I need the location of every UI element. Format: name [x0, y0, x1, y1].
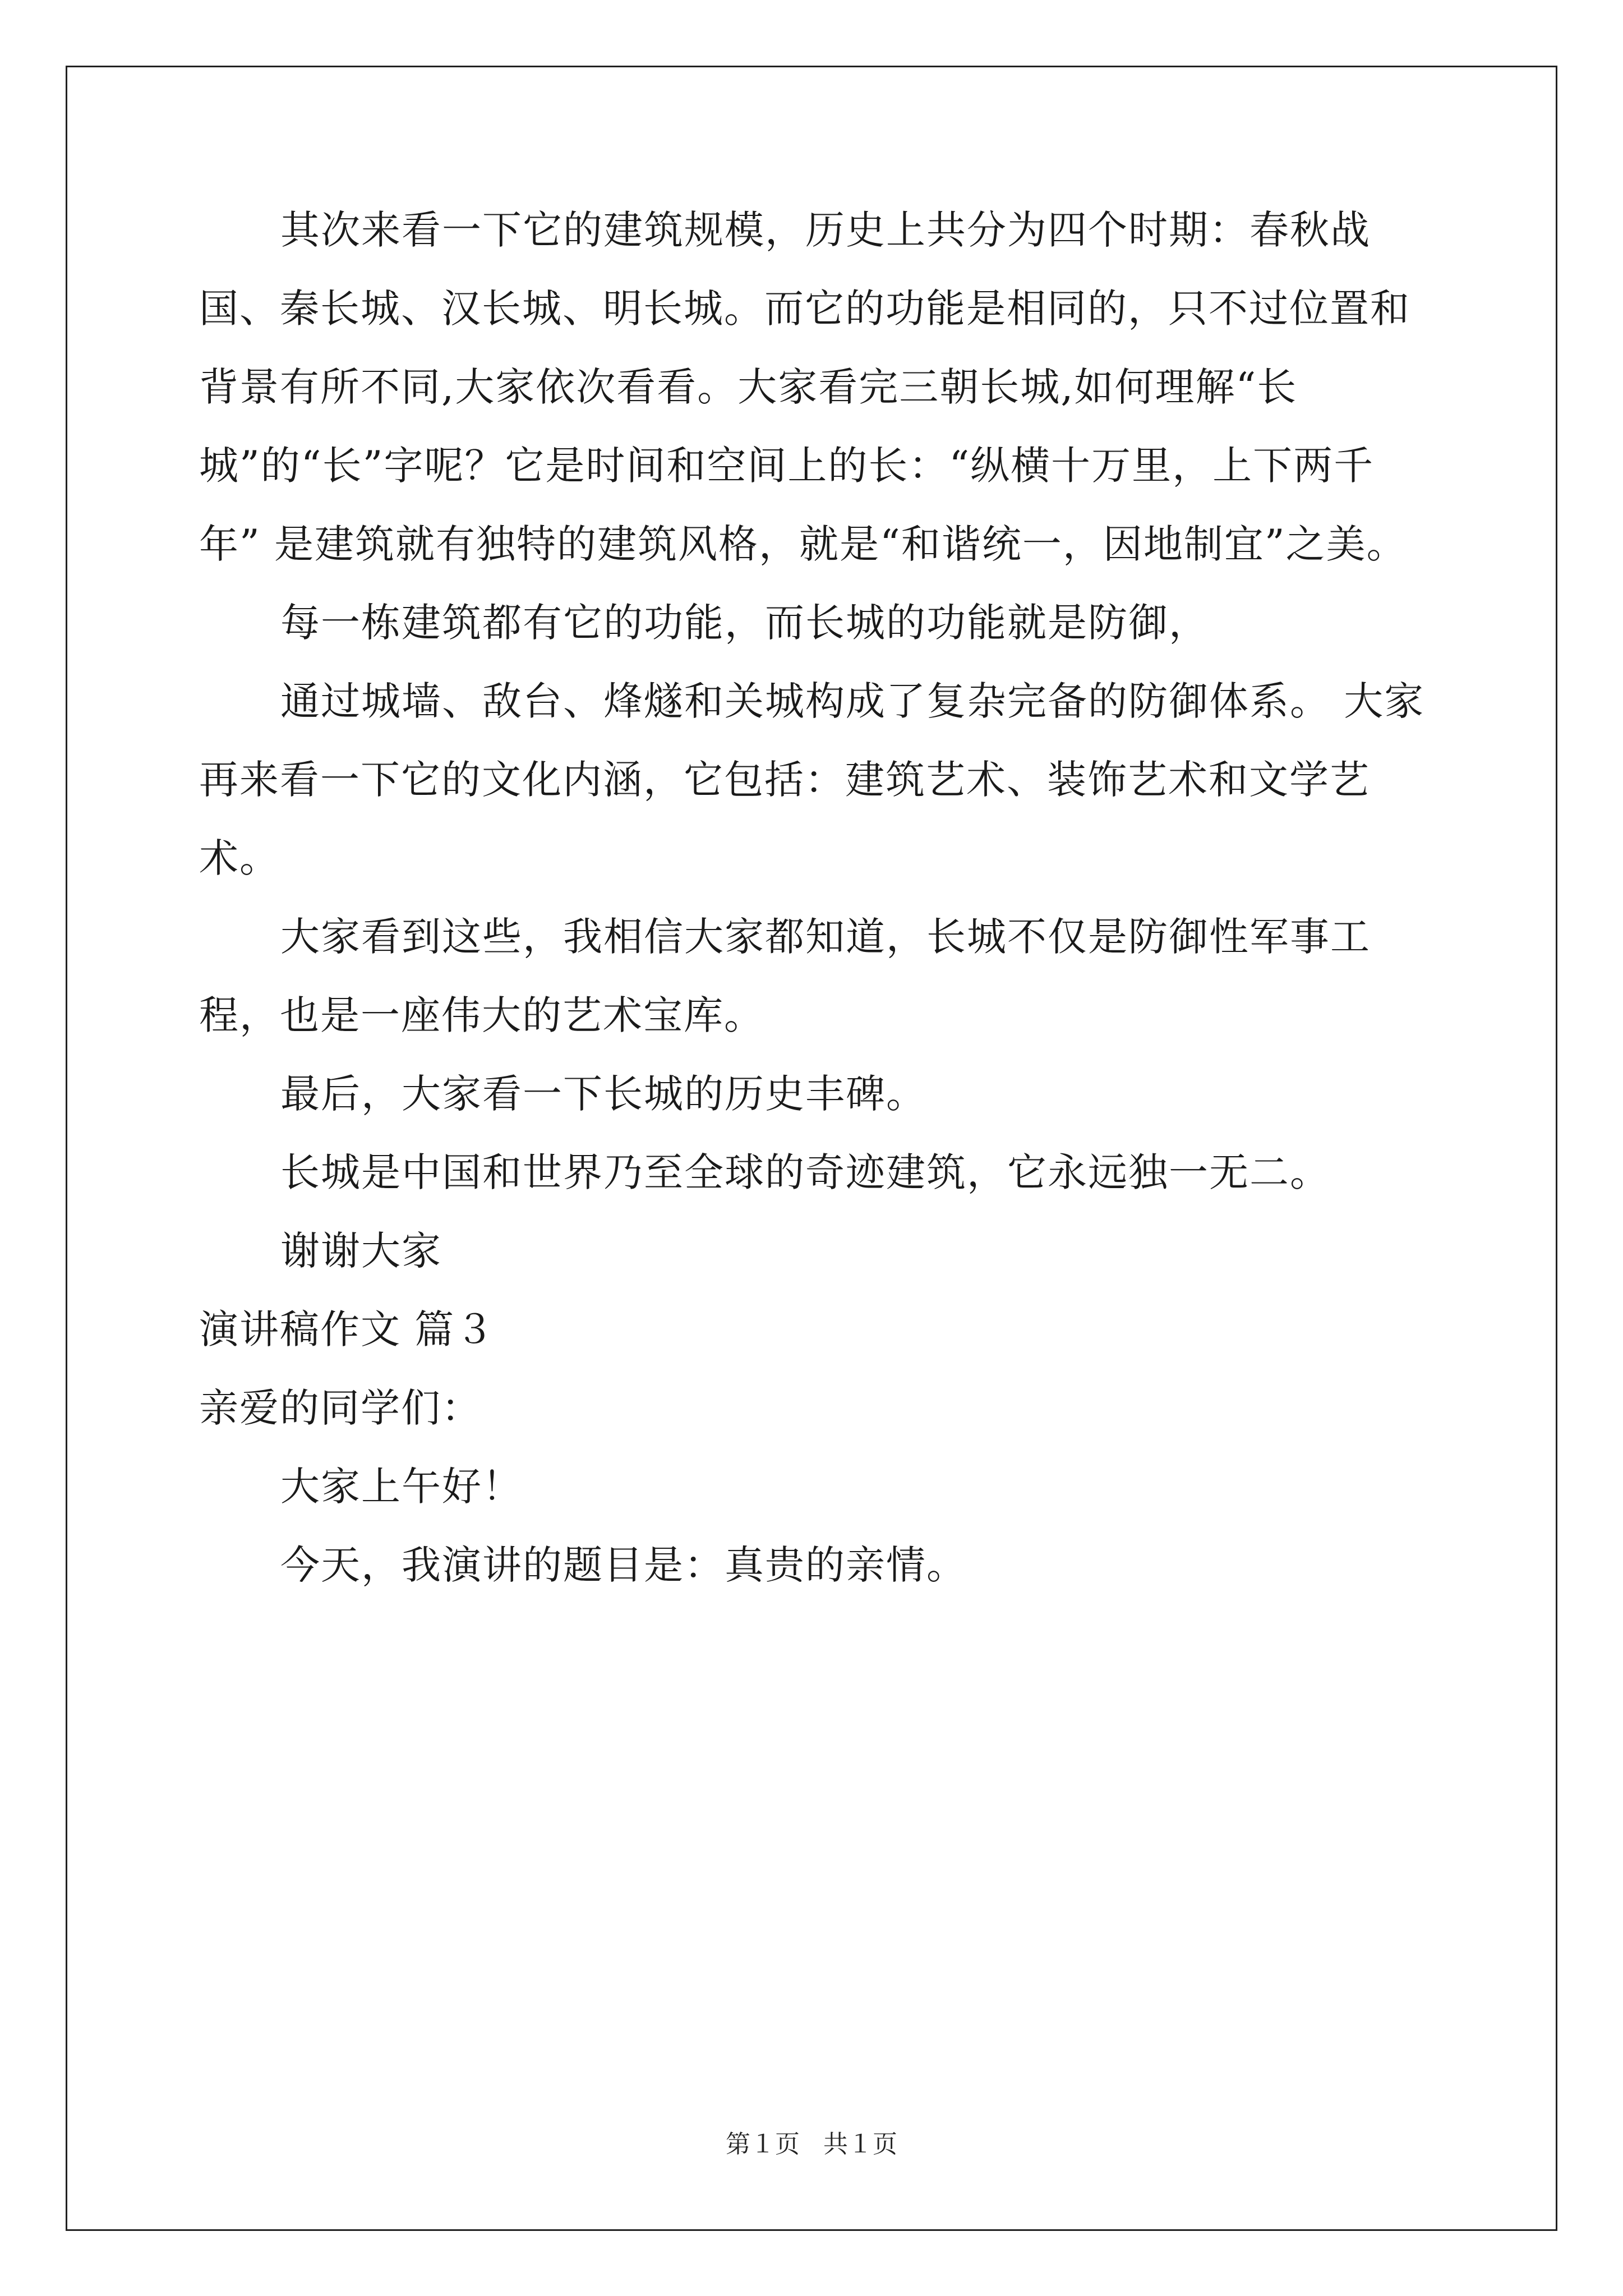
greeting: 大家上午好！: [280, 1464, 523, 1510]
section-heading: 演讲稿作文 篇３: [199, 1306, 496, 1352]
total-pages: 共１页: [823, 2130, 897, 2159]
paragraph-5: 最后，大家看一下长城的历史丰碑。: [280, 1071, 926, 1117]
paragraph-2: 每一栋建筑都有它的功能，而长城的功能就是防御，: [280, 600, 1209, 646]
document-body: [199, 191, 1433, 1604]
paragraph-6: 长城是中国和世界乃至全球的奇迹建筑，它永远独一无二。: [280, 1149, 1330, 1195]
page-footer: [0, 2128, 1623, 2161]
paragraph-3: 通过城墙、敌台、烽燧和关城构成了复杂完备的防御体系。 大家再来看一下它的文化内涵，它包括：建筑艺术、装饰艺术和文学艺术。: [199, 678, 1425, 881]
speech-topic: 今天，我演讲的题目是：真贵的亲情。: [280, 1542, 967, 1588]
page-number: 第１页: [726, 2130, 800, 2159]
paragraph-4: 大家看到这些，我相信大家都知道，长城不仅是防御性军事工程，也是一座伟大的艺术宝库。: [199, 914, 1371, 1038]
salutation: 亲爱的同学们：: [199, 1385, 482, 1431]
closing-thanks: 谢谢大家: [280, 1228, 442, 1274]
paragraph-1: 其次来看一下它的建筑规模，历史上共分为四个时期：春秋战国、秦长城、汉长城、明长城。而它的功能是相同的，只不过位置和背景有所不同,大家依次看看。大家看完三朝长城,如何理解“长城”的“长”字呢？它是时间和空间上的长：“纵横十万里，上下两千年” 是建筑就有独特的建筑风格，就是“和谐统一，因地制宜”之美。: [199, 207, 1410, 567]
